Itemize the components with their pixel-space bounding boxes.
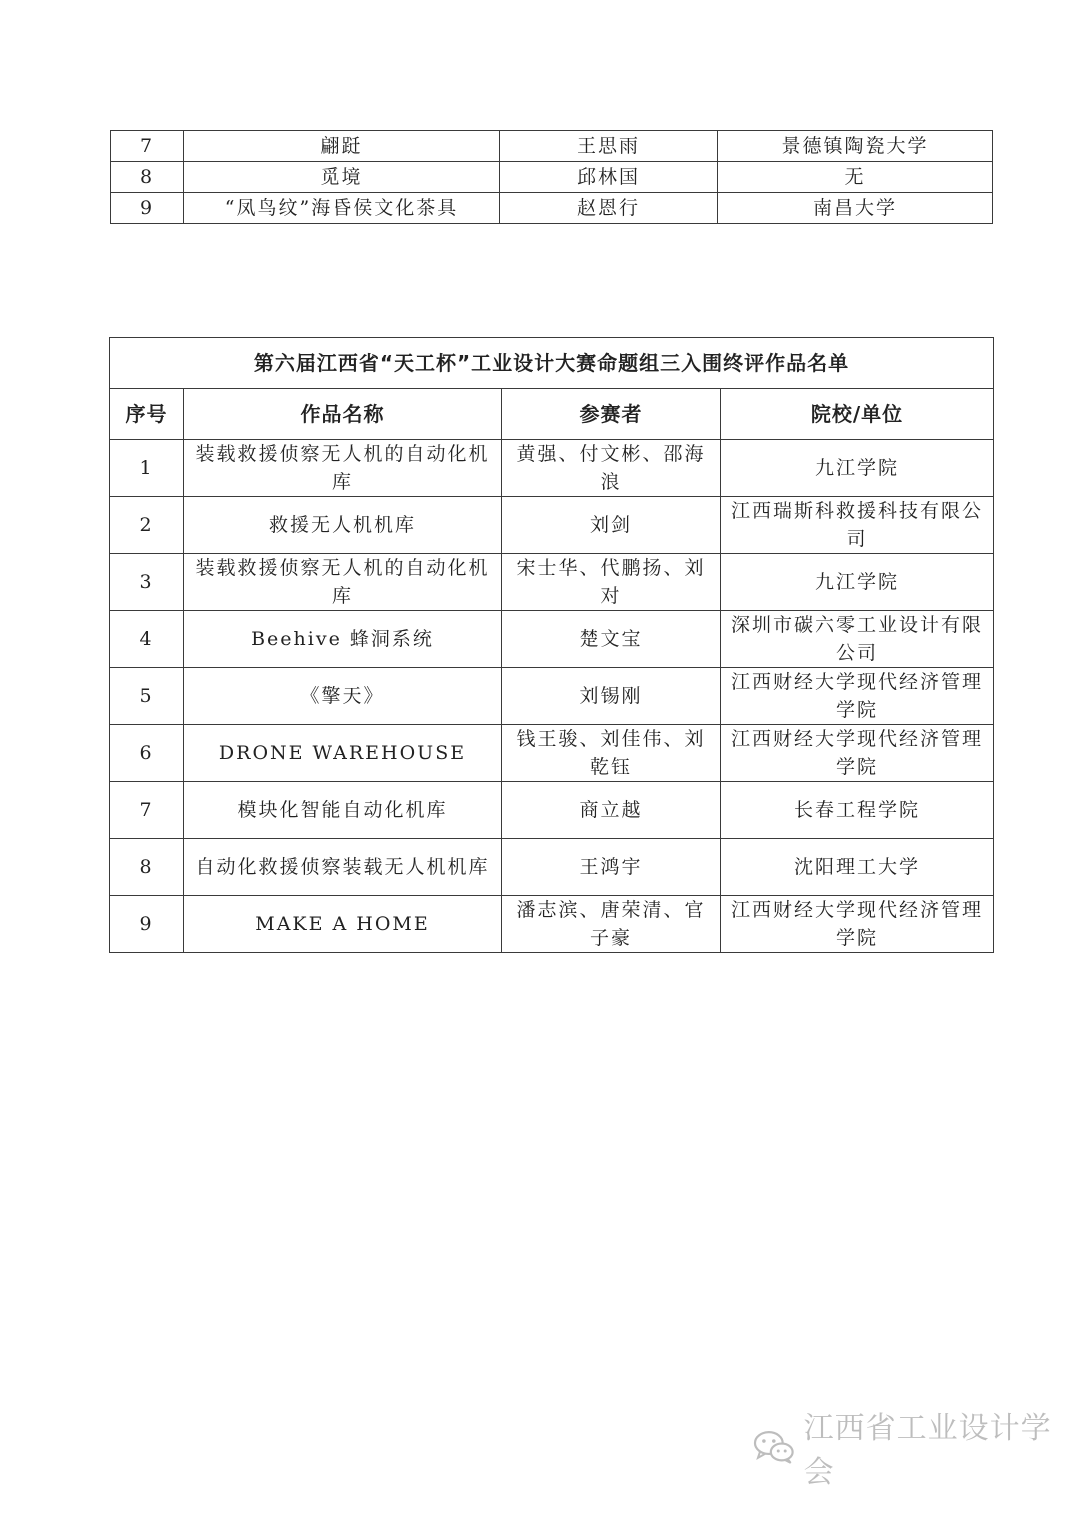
table-row	[110, 668, 994, 725]
cell-participants: 王鸿宇	[502, 839, 721, 896]
cell-unit: 深圳市碳六零工业设计有限公司	[721, 611, 994, 668]
cell-work: Beehive 蜂洞系统	[184, 611, 502, 668]
cell-unit: 九江学院	[721, 440, 994, 497]
cell-participants: 黄强、付文彬、邵海浪	[502, 440, 721, 497]
cell-work: 翩跹	[184, 131, 500, 162]
cell-unit: 九江学院	[721, 554, 994, 611]
cell-work: 自动化救援侦察装载无人机机库	[184, 839, 502, 896]
cell-no: 7	[111, 131, 184, 162]
cell-work: DRONE WAREHOUSE	[184, 725, 502, 782]
watermark-text: 江西省工业设计学会	[803, 1411, 1052, 1490]
table-row	[110, 611, 994, 668]
cell-unit: 南昌大学	[718, 193, 993, 224]
table-row	[111, 162, 993, 193]
wechat-icon	[752, 1429, 796, 1465]
cell-work: MAKE A HOME	[184, 896, 502, 953]
cell-work: 装载救援侦察无人机的自动化机库	[184, 554, 502, 611]
cell-work: “凤鸟纹”海昏侯文化茶具	[184, 193, 500, 224]
cell-work: 装载救援侦察无人机的自动化机库	[184, 440, 502, 497]
table-row	[110, 554, 994, 611]
table-row	[110, 497, 994, 554]
cell-unit: 江西财经大学现代经济管理学院	[721, 668, 994, 725]
cell-unit: 长春工程学院	[721, 782, 994, 839]
cell-participants: 钱王骏、刘佳伟、刘乾钰	[502, 725, 721, 782]
header-unit: 院校/单位	[721, 389, 994, 440]
cell-no: 3	[110, 554, 184, 611]
cell-unit: 沈阳理工大学	[721, 839, 994, 896]
cell-no: 8	[110, 839, 184, 896]
cell-no: 5	[110, 668, 184, 725]
cell-work: 模块化智能自动化机库	[184, 782, 502, 839]
finalist-table-body	[110, 338, 994, 953]
previous-results-body	[111, 131, 993, 224]
cell-participants: 邱林国	[500, 162, 718, 193]
cell-no: 7	[110, 782, 184, 839]
header-no: 序号	[110, 389, 184, 440]
cell-participants: 楚文宝	[502, 611, 721, 668]
header-work: 作品名称	[184, 389, 502, 440]
cell-participants: 赵恩行	[500, 193, 718, 224]
table-row	[110, 896, 994, 953]
previous-results-table	[110, 130, 993, 224]
cell-participants: 刘剑	[502, 497, 721, 554]
cell-unit: 江西瑞斯科救援科技有限公司	[721, 497, 994, 554]
cell-participants: 商立越	[502, 782, 721, 839]
table-row	[111, 193, 993, 224]
cell-no: 8	[111, 162, 184, 193]
cell-participants: 王思雨	[500, 131, 718, 162]
cell-participants: 潘志滨、唐荣清、官子豪	[502, 896, 721, 953]
table-row	[110, 839, 994, 896]
finalist-table	[109, 337, 994, 953]
cell-participants: 宋士华、代鹏扬、刘对	[502, 554, 721, 611]
cell-work: 救援无人机机库	[184, 497, 502, 554]
table-title: 第六届江西省“天工杯”工业设计大赛命题组三入围终评作品名单	[110, 338, 994, 389]
cell-unit: 江西财经大学现代经济管理学院	[721, 725, 994, 782]
table-row	[110, 782, 994, 839]
header-participants: 参赛者	[502, 389, 721, 440]
table-row	[110, 440, 994, 497]
cell-unit: 江西财经大学现代经济管理学院	[721, 896, 994, 953]
cell-unit: 无	[718, 162, 993, 193]
table-row	[111, 131, 993, 162]
cell-no: 1	[110, 440, 184, 497]
cell-no: 2	[110, 497, 184, 554]
cell-no: 9	[110, 896, 184, 953]
cell-no: 4	[110, 611, 184, 668]
cell-no: 9	[111, 193, 184, 224]
cell-participants: 刘锡刚	[502, 668, 721, 725]
watermark	[752, 1411, 1080, 1490]
cell-work: 《擎天》	[184, 668, 502, 725]
cell-no: 6	[110, 725, 184, 782]
cell-work: 觅境	[184, 162, 500, 193]
cell-unit: 景德镇陶瓷大学	[718, 131, 993, 162]
table-row	[110, 725, 994, 782]
